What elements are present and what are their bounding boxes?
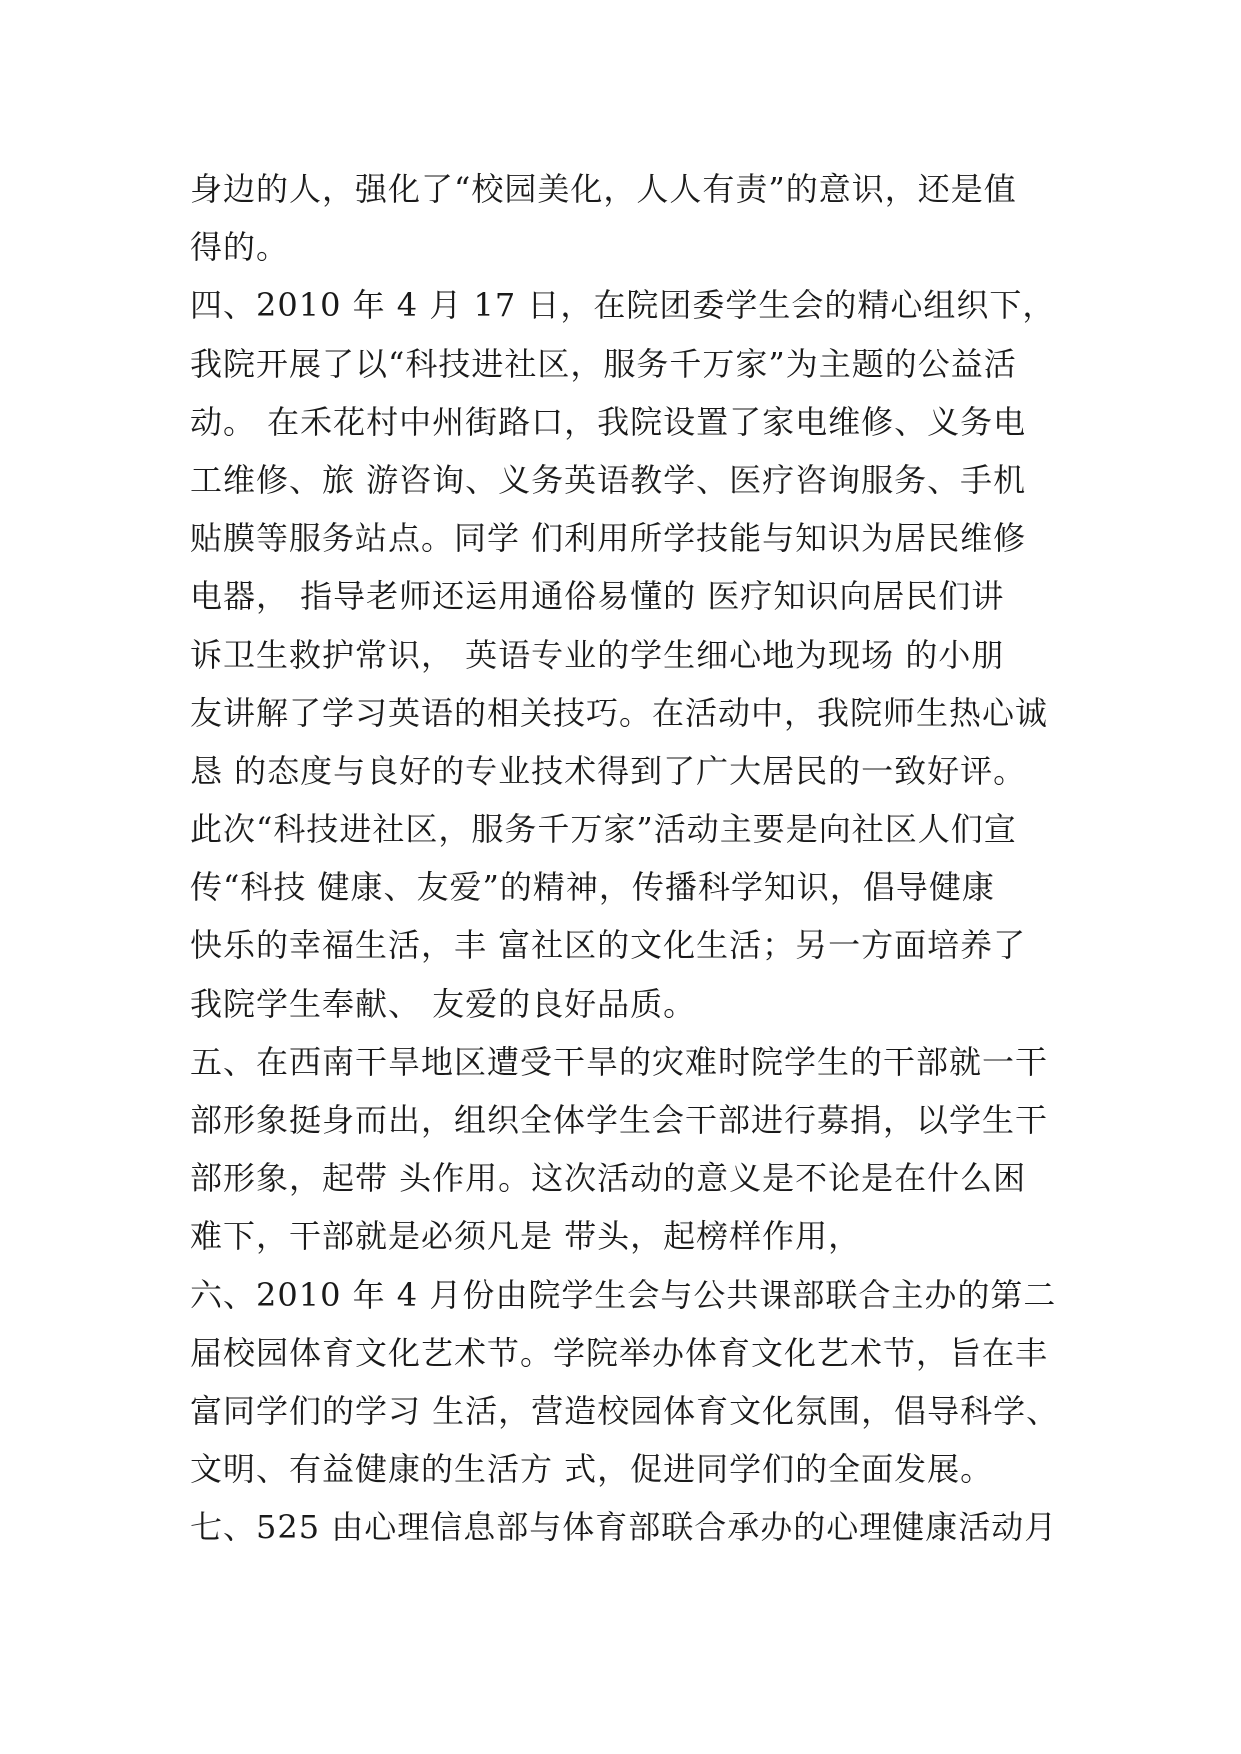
text-line: 诉卫生救护常识， 英语专业的学生细心地为现场 的小朋 — [190, 635, 1005, 674]
text-line: 恳 的态度与良好的专业技术得到了广大居民的一致好评。 — [190, 751, 1027, 790]
text-line: 工维修、旅 游咨询、义务英语教学、医疗咨询服务、手机 — [190, 460, 1027, 499]
text-line: 六、2010 年 4 月份由院学生会与公共课部联合主办的第二 — [190, 1275, 1057, 1314]
text-line: 四、2010 年 4 月 17 日，在院团委学生会的精心组织下， — [190, 286, 1056, 325]
text-line: 富同学们的学习 生活，营造校园体育文化氛围，倡导科学、 — [190, 1391, 1060, 1430]
text-line: 贴膜等服务站点。同学 们利用所学技能与知识为居民维修 — [190, 519, 1027, 558]
text-line: 此次“科技进社区，服务千万家”活动主要是向社区人们宣 — [190, 810, 1017, 849]
text-line: 难下，干部就是必须凡是 带头，起榜样作用， — [190, 1217, 862, 1256]
text-line: 部形象，起带 头作用。这次活动的意义是不论是在什么困 — [190, 1159, 1027, 1198]
body-text — [190, 160, 1090, 1557]
text-line: 身边的人，强化了“校园美化，人人有责”的意识，还是值 — [190, 170, 1017, 208]
text-line: 电器， 指导老师还运用通俗易懂的 医疗知识向居民们讲 — [190, 577, 1005, 616]
text-line: 我院学生奉献、 友爱的良好品质。 — [190, 984, 697, 1023]
text-line: 五、在西南干旱地区遭受干旱的灾难时院学生的干部就一干 — [190, 1042, 1049, 1081]
text-line: 我院开展了以“科技进社区，服务千万家”为主题的公益活 — [190, 344, 1017, 383]
text-line: 动。 在禾花村中州街路口，我院设置了家电维修、义务电 — [190, 402, 1027, 441]
text-line: 传“科技 健康、友爱”的精神，传播科学知识，倡导健康 — [190, 868, 995, 907]
text-line: 快乐的幸福生活，丰 富社区的文化生活；另一方面培养了 — [190, 926, 1027, 965]
text-line: 得的。 — [190, 228, 290, 267]
text-line: 友讲解了学习英语的相关技巧。在活动中，我院师生热心诚 — [190, 693, 1049, 732]
text-line: 部形象挺身而出，组织全体学生会干部进行募捐，以学生干 — [190, 1101, 1049, 1139]
text-line: 文明、有益健康的生活方 式，促进同学们的全面发展。 — [190, 1450, 994, 1489]
text-line: 七、525 由心理信息部与体育部联合承办的心理健康活动月 — [190, 1508, 1058, 1547]
text-line: 届校园体育文化艺术节。学院举办体育文化艺术节，旨在丰 — [190, 1333, 1049, 1372]
